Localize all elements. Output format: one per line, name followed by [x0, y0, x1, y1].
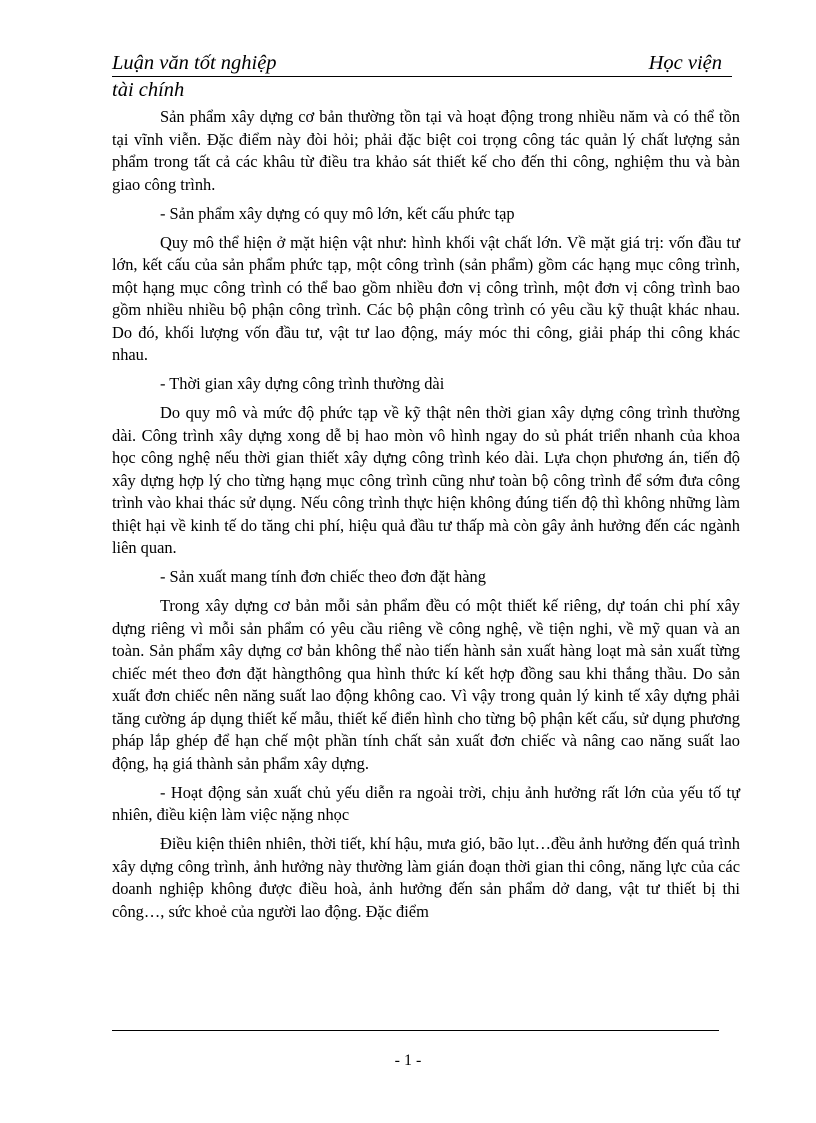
bullet-heading: - Sản phẩm xây dựng có quy mô lớn, kết cấu phức tạp: [160, 203, 515, 223]
header-left-text: Luận văn tốt nghiệp: [112, 52, 277, 74]
paragraph: Trong xây dựng cơ bản mỗi sản phẩm đều có một thiết kế riêng, dự toán chi phí xây dựng riêng vì mỗi sản phẩm có yêu cầu riêng về công nghệ, về tiện nghi, về mỹ quan và an toàn. Sản phẩm xây dựng cơ bản không thể nào tiến hành sản xuất hàng loạt mà sản xuất từng chiếc mét theo đơn đặt hàngthông qua hình thức kí kết hợp đồng sau khi thắng thầu. Do sản xuất đơn chiếc nên năng suất lao động không cao. Vì vậy trong quản lý kinh tế xây dựng phải tăng cường áp dụng thiết kế mẫu, thiết kế điển hình cho từng bộ phận kết cấu, sử dụng phương pháp lắp ghép để hạn chế một phần tính chất sản xuất đơn chiếc và nâng cao năng suất lao động, hạ giá thành sản phẩm xây dựng.: [112, 596, 740, 773]
paragraph: Điều kiện thiên nhiên, thời tiết, khí hậu, mưa gió, bão lụt…đều ảnh hưởng đến quá trình xây dựng công trình, ảnh hưởng này thường làm gián đoạn thời gian thi công, năng lực của các doanh nghiệp không được điều hoà, ảnh hưởng đến sản phẩm dở dang, vật tư thiết bị thi công…, sức khoẻ của người lao động. Đặc điểm: [112, 834, 740, 921]
footer-divider: [112, 1030, 719, 1031]
bullet-heading: - Sản xuất mang tính đơn chiếc theo đơn đặt hàng: [160, 567, 486, 586]
page-number: - 1 -: [394, 1052, 422, 1069]
paragraph: Quy mô thể hiện ở mặt hiện vật như: hình khối vật chất lớn. Về mặt giá trị: vốn đầu tư lớn, kết cấu của sản phẩm phức tạp, một công trình (sản phẩm) gồm các hạng mục công trình, một hạng mục công trình có thể bao gồm nhiều đơn vị công trình, một đơn vị công trình bao gồm nhiều nhiều bộ phận công trình. Các bộ phận công trình có yêu cầu kỹ thuật khác nhau. Do đó, khối lượng vốn đầu tư, vật tư lao động, máy móc thi công, giải pháp thi công khác nhau.: [112, 232, 740, 364]
header-line: [112, 50, 732, 77]
document-body: [112, 106, 740, 930]
paragraph: Sản phẩm xây dựng cơ bản thường tồn tại và hoạt động trong nhiều năm và có thể tồn tại vĩnh viễn. Đặc điểm này đòi hỏi; phải đặc biệt coi trọng công tác quản lý chất lượng sản phẩm trong tất cả các khâu từ điều tra khảo sát thiết kế cho đến thi công, nghiệm thu và bàn giao công trình.: [112, 107, 740, 194]
header-continuation-text: tài chính: [112, 79, 185, 101]
bullet-heading: - Hoạt động sản xuất chủ yếu diễn ra ngoài trời, chịu ảnh hưởng rất lớn của yếu tố tự nhiên, điều kiện làm việc nặng nhọc: [112, 782, 740, 824]
bullet-heading: - Thời gian xây dựng công trình thường dài: [160, 374, 445, 393]
header-right-text: Học viện: [648, 52, 722, 74]
page-header: [112, 50, 732, 103]
paragraph: Do quy mô và mức độ phức tạp về kỹ thật nên thời gian xây dựng công trình thường dài. Công trình xây dựng xong dễ bị hao mòn vô hình ngay do sủ phát triển nhanh của khoa học công nghệ nếu thời gian thiết xây dựng công trình kéo dài. Lựa chọn phương án, tiến độ xây dựng hợp lý cho từng hạng mục công trình cũng như toàn bộ công trình để sớm đưa công trình vào khai thác sử dụng. Nếu công trình thực hiện không đúng tiến độ thì không những làm thiệt hại về kinh tế do tăng chi phí, hiệu quả đầu tư thấp mà còn gây ảnh hưởng đến các ngành liên quan.: [112, 403, 740, 557]
